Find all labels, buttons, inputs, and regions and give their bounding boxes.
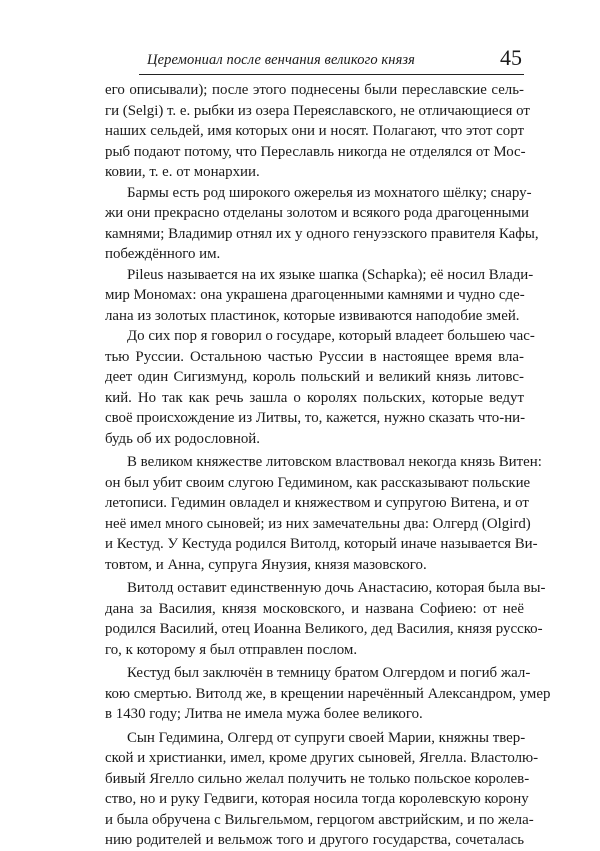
text-line: Кестуд был заключён в темницу братом Олгердом и погиб жал- — [127, 665, 531, 681]
running-head: Церемониал после венчания великого князя — [147, 52, 416, 68]
text-line: родился Василий, отец Иоанна Великого, дед Василия, князя русско- — [105, 621, 543, 637]
paragraph — [105, 326, 535, 449]
text-line: Сын Гедимина, Олгерд от супруги своей Марии, княжны твер- — [127, 729, 526, 746]
text-line: Бармы есть род широкого ожерелья из мохнатого шёлку; снару- — [127, 184, 532, 201]
paragraph — [105, 183, 539, 265]
text-line: своё происхождение из Литвы, то, кажется, нужно сказать что-ни- — [105, 410, 526, 426]
text-line: кий. Но так как речь зашла о королях польских, которые ведут — [105, 389, 524, 406]
paragraph — [105, 452, 542, 575]
text-line: жи они прекрасно отделаны золотом и всякого рода драгоценными — [105, 205, 529, 221]
page-header — [139, 36, 524, 75]
text-line: бивый Ягелло сильно желал получить не только польское королев- — [105, 770, 530, 787]
text-line: ство, но и руку Гедвиги, которая носила тогда королевскую корону — [105, 791, 529, 807]
text-line: наших сельдей, имя которых они и носят. Полагают, что этот сорт — [105, 123, 524, 139]
text-line: ги (Selgi) т. е. рыбки из озера Переяславского, не отличающиеся от — [105, 102, 530, 119]
text-line: тью Руссии. Остальною частью Руссии в настоящее время вла- — [105, 348, 524, 365]
text-line: го, к которому я был отправлен послом. — [105, 641, 358, 658]
text-line: рыб подают потому, что Переславль никогда не отделялся от Мос- — [105, 143, 526, 160]
text-line: побеждённого им. — [105, 246, 221, 262]
text-line: товтом, и Анна, супруга Янузия, князя мазовского. — [105, 556, 427, 573]
text-line: До сих пор я говорил о государе, который владеет большею час- — [127, 328, 535, 344]
paragraph — [105, 265, 534, 327]
text-line: нию родителей и вельмож того и другого государства, сочеталась — [105, 832, 524, 848]
text-line: лана из золотых пластинок, которые извиваются наподобие змей. — [105, 307, 520, 324]
text-line: летописи. Гедимин овладел и княжеством и супругою Витена, и от — [105, 495, 529, 511]
page-number: 45 — [500, 45, 522, 70]
text-line: кою смертью. Витолд же, в крещении наречённый Александром, умер — [105, 685, 551, 702]
text-line: мир Мономах: она украшена драгоценными камнями и чудно сде- — [105, 287, 525, 303]
text-line: и была обручена с Вильгельмом, герцогом австрийским, и по жела- — [105, 811, 534, 828]
paragraph — [105, 578, 546, 660]
text-line: будь об их родословной. — [105, 430, 260, 447]
paragraph — [105, 663, 551, 725]
text-line: Pileus называется на их языке шапка (Schapka); её носил Влади- — [127, 266, 534, 283]
text-line: его описывали); после этого поднесены были переславские сель- — [105, 82, 524, 98]
text-line: он был убит своим слугою Гедимином, как рассказывают польские — [105, 474, 531, 491]
text-line: деет один Сигизмунд, король польский и великий князь литовс- — [105, 369, 524, 385]
text-line: ской и христианки, имел, кроме других сыновей, Ягелла. Властолю- — [105, 750, 539, 766]
text-line: ковии, т. е. от монархии. — [105, 164, 260, 180]
body-text — [105, 80, 551, 851]
text-line: неё имел много сыновей; из них замечательны два: Олгерд (Olgird) — [105, 515, 531, 532]
text-line: и Кестуд. У Кестуда родился Витолд, который иначе называется Ви- — [105, 536, 538, 552]
text-line: Витолд оставит единственную дочь Анастасию, которая была вы- — [127, 580, 546, 596]
paragraph — [105, 80, 530, 183]
text-line: в 1430 году; Литва не имела мужа более великого. — [105, 706, 423, 722]
text-line: дана за Василия, князя московского, и названа Софиею: от неё — [105, 600, 524, 617]
text-line: В великом княжестве литовском властвовал некогда князь Витен: — [127, 454, 542, 470]
text-line: камнями; Владимир отнял их у одного генуэзского правителя Кафы, — [105, 225, 539, 242]
paragraph — [105, 728, 539, 851]
